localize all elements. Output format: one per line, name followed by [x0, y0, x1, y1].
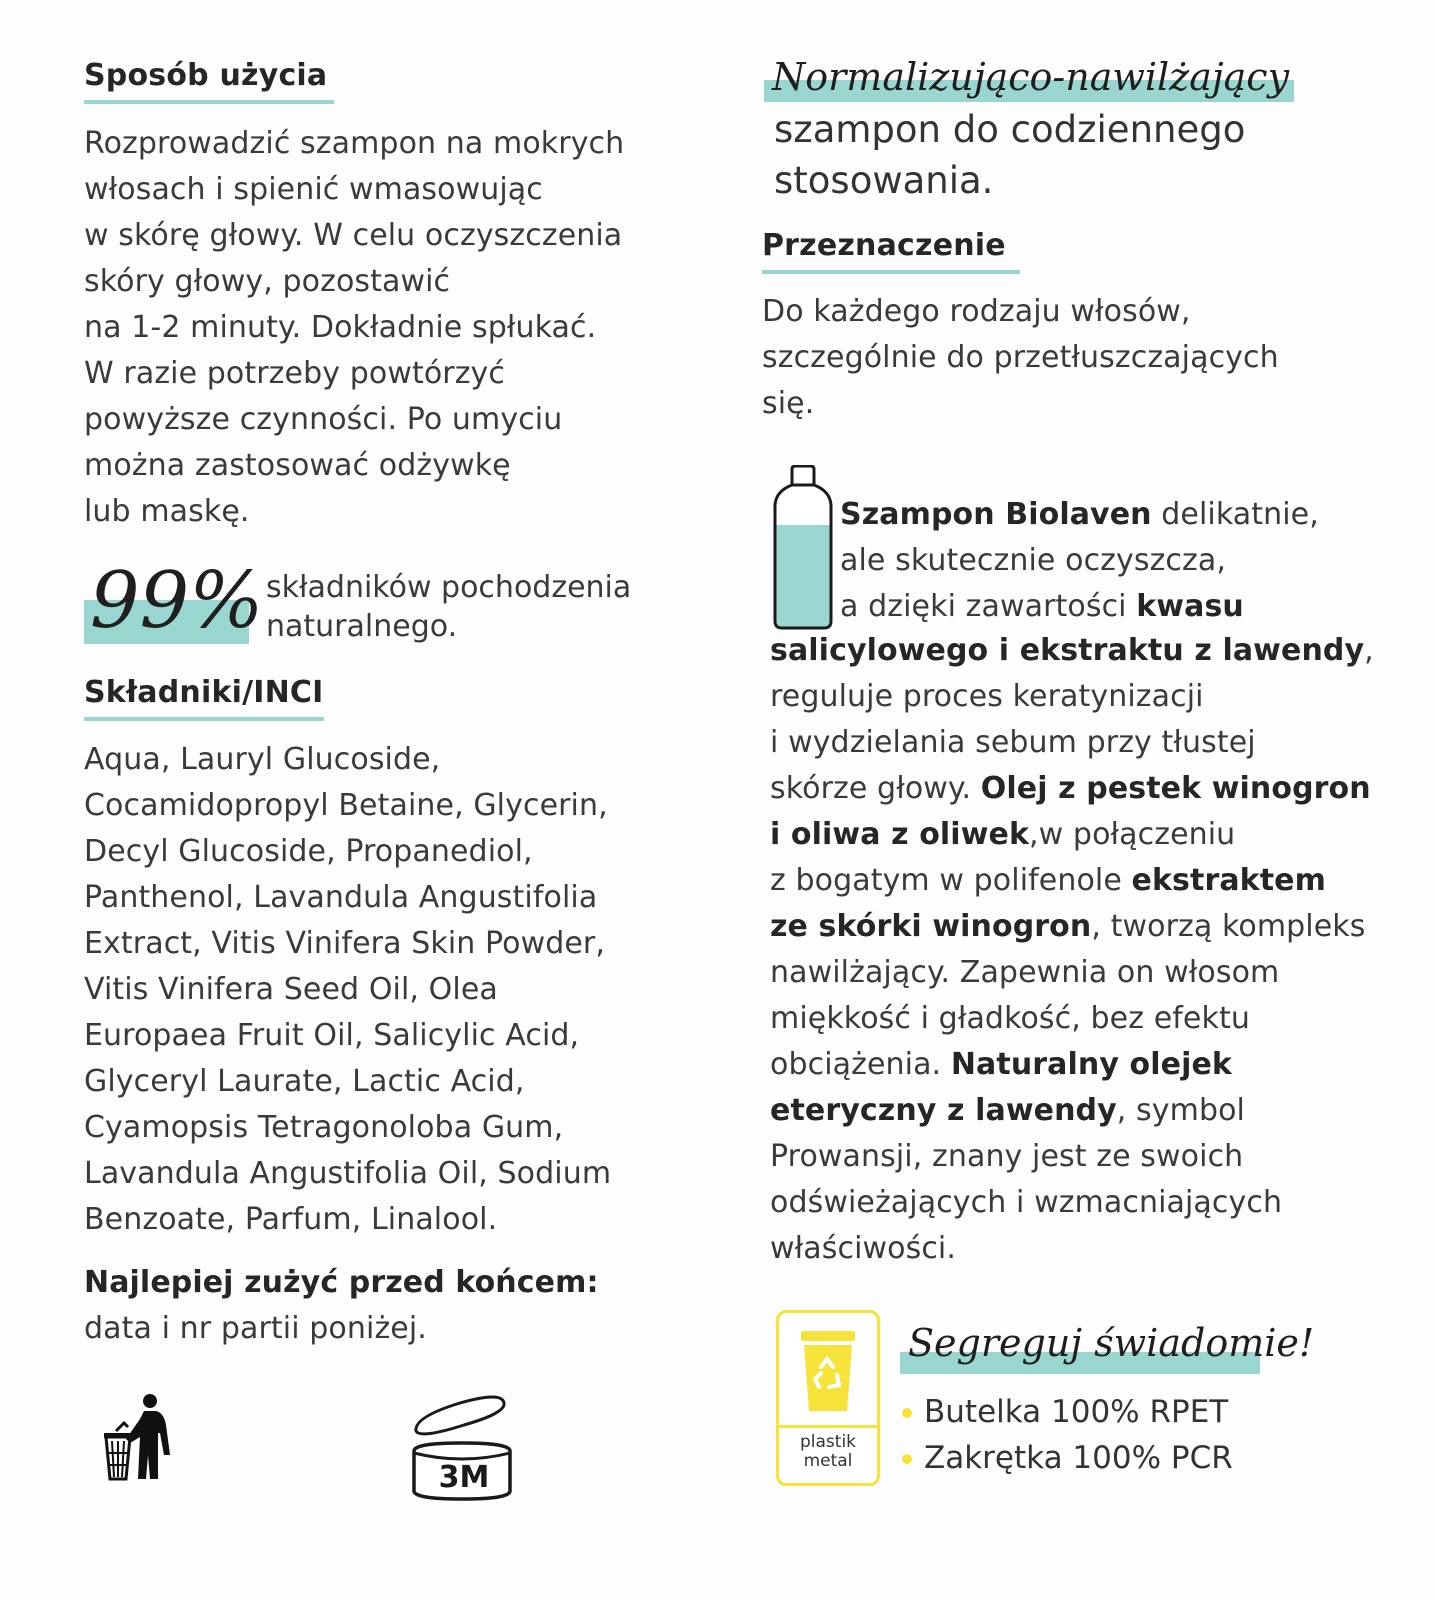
purpose-line: szczególnie do przetłuszczających: [762, 340, 1279, 375]
bullet-icon: [902, 1408, 912, 1418]
packaging-list: [902, 1389, 1233, 1481]
description-line: miękkość i gładkość, bez efektu: [770, 1001, 1250, 1036]
description-line: [840, 492, 1319, 538]
usage-line: powyższe czynności. Po umyciu: [84, 402, 563, 437]
ingredients-line: Panthenol, Lavandula Angustifolia: [84, 880, 598, 915]
usage-text: [84, 121, 624, 535]
description-normal: obciążenia.: [770, 1047, 951, 1082]
description-bold: Szampon Biolaven: [840, 497, 1152, 532]
segregate-title: Segreguj świadomie!: [908, 1321, 1315, 1365]
ingredients-line: Cyamopsis Tetragonoloba Gum,: [84, 1110, 564, 1145]
purpose-line: Do każdego rodzaju włosów,: [762, 294, 1191, 329]
purpose-line: się.: [762, 386, 815, 421]
usage-line: Rozprowadzić szampon na mokrych: [84, 126, 625, 161]
description-line: [770, 858, 1374, 904]
bottle-icon: [772, 465, 834, 631]
ingredients-line: Extract, Vitis Vinifera Skin Powder,: [84, 926, 605, 961]
ingredients-line: Benzoate, Parfum, Linalool.: [84, 1202, 498, 1237]
description-bold: ekstraktem: [1131, 863, 1326, 898]
ingredients-line: Glyceryl Laurate, Lactic Acid,: [84, 1064, 525, 1099]
description-wrap-text: [840, 492, 1319, 630]
product-subtitle-line: stosowania.: [774, 159, 994, 202]
description-bold: eteryczny z lawendy: [770, 1093, 1117, 1128]
description-line: [770, 812, 1374, 858]
pao-jar-icon: [410, 1395, 520, 1505]
best-before-note: data i nr partii poniżej.: [84, 1311, 427, 1346]
natural-text-line: naturalnego.: [266, 609, 458, 644]
description-bold: Naturalny olejek: [950, 1047, 1232, 1082]
product-subtitle: [774, 104, 1245, 206]
ingredients-heading-underline: [84, 717, 324, 721]
bin-divider: [779, 1425, 877, 1428]
description-normal: , symbol: [1116, 1093, 1245, 1128]
product-title-script: Normalizująco-nawilżający: [772, 55, 1290, 99]
pao-label: 3M: [438, 1460, 490, 1495]
ingredients-line: Aqua, Lauryl Glucoside,: [84, 742, 441, 777]
best-before-label: Najlepiej zużyć przed końcem:: [84, 1265, 599, 1300]
description-line: właściwości.: [770, 1231, 956, 1266]
natural-percent: 99%: [90, 556, 264, 646]
description-line: odświeżających i wzmacniających: [770, 1185, 1283, 1220]
description-normal: skórze głowy.: [770, 771, 981, 806]
description-line: reguluje proces keratynizacji: [770, 679, 1204, 714]
packaging-item: Zakrętka 100% PCR: [924, 1440, 1233, 1476]
ingredients-heading: Składniki/INCI: [84, 675, 324, 710]
usage-line: w skórę głowy. W celu oczyszczenia: [84, 218, 623, 253]
usage-line: włosach i spienić wmasowując: [84, 172, 543, 207]
description-normal: ,w połączeniu: [1029, 817, 1236, 852]
purpose-heading-underline: [762, 270, 1020, 274]
bin-label-line: metal: [803, 1451, 853, 1471]
recycle-bin-badge: [776, 1310, 880, 1486]
ingredients-list: [84, 737, 611, 1243]
ingredients-line: Lavandula Angustifolia Oil, Sodium: [84, 1156, 612, 1191]
description-normal: ,: [1364, 633, 1374, 668]
usage-heading-underline: [84, 100, 334, 104]
usage-line: W razie potrzeby powtórzyć: [84, 356, 506, 391]
tidyman-trash-icon: [100, 1393, 180, 1483]
bin-label-line: plastik: [799, 1432, 857, 1452]
yellow-recycle-bin-icon: [799, 1327, 857, 1413]
usage-line: na 1-2 minuty. Dokładnie spłukać.: [84, 310, 597, 345]
description-bold: kwasu: [1136, 589, 1244, 624]
description-line: nawilżający. Zapewnia on włosom: [770, 955, 1280, 990]
ingredients-line: Cocamidopropyl Betaine, Glycerin,: [84, 788, 608, 823]
description-line: [770, 1088, 1374, 1134]
description-line: [770, 628, 1374, 674]
description-line: [840, 584, 1319, 630]
description-bold: ze skórki winogron: [770, 909, 1092, 944]
description-normal: z bogatym w polifenole: [770, 863, 1132, 898]
description-bold: i oliwa z oliwek: [770, 817, 1030, 852]
description-text: [770, 628, 1374, 1272]
description-line: i wydzielania sebum przy tłustej: [770, 725, 1256, 760]
natural-text: [266, 568, 631, 646]
description-line: [770, 766, 1374, 812]
ingredients-line: Europaea Fruit Oil, Salicylic Acid,: [84, 1018, 580, 1053]
ingredients-line: Decyl Glucoside, Propanediol,: [84, 834, 533, 869]
usage-line: można zastosować odżywkę: [84, 448, 511, 483]
usage-heading: Sposób użycia: [84, 58, 328, 93]
usage-line: skóry głowy, pozostawić: [84, 264, 451, 299]
bullet-icon: [902, 1454, 912, 1464]
description-bold: Olej z pestek winogron: [980, 771, 1371, 806]
natural-text-line: składników pochodzenia: [266, 570, 632, 605]
purpose-text: [762, 289, 1279, 427]
description-line: ale skutecznie oczyszcza,: [840, 543, 1226, 578]
usage-line: lub maskę.: [84, 494, 250, 529]
product-subtitle-line: szampon do codziennego: [774, 108, 1246, 151]
list-item: [902, 1435, 1233, 1481]
purpose-heading: Przeznaczenie: [762, 228, 1006, 263]
list-item: [902, 1389, 1233, 1435]
description-bold: salicylowego i ekstraktu z lawendy: [770, 633, 1365, 668]
description-line: Prowansji, znany jest ze swoich: [770, 1139, 1244, 1174]
packaging-item: Butelka 100% RPET: [924, 1394, 1229, 1430]
description-normal: , tworzą kompleks: [1091, 909, 1366, 944]
description-normal: delikatnie,: [1151, 497, 1319, 532]
description-normal: a dzięki zawartości: [840, 589, 1137, 624]
description-line: [770, 904, 1374, 950]
description-line: [770, 1042, 1374, 1088]
ingredients-line: Vitis Vinifera Seed Oil, Olea: [84, 972, 498, 1007]
best-before: [84, 1260, 599, 1352]
bin-label: [779, 1433, 877, 1471]
